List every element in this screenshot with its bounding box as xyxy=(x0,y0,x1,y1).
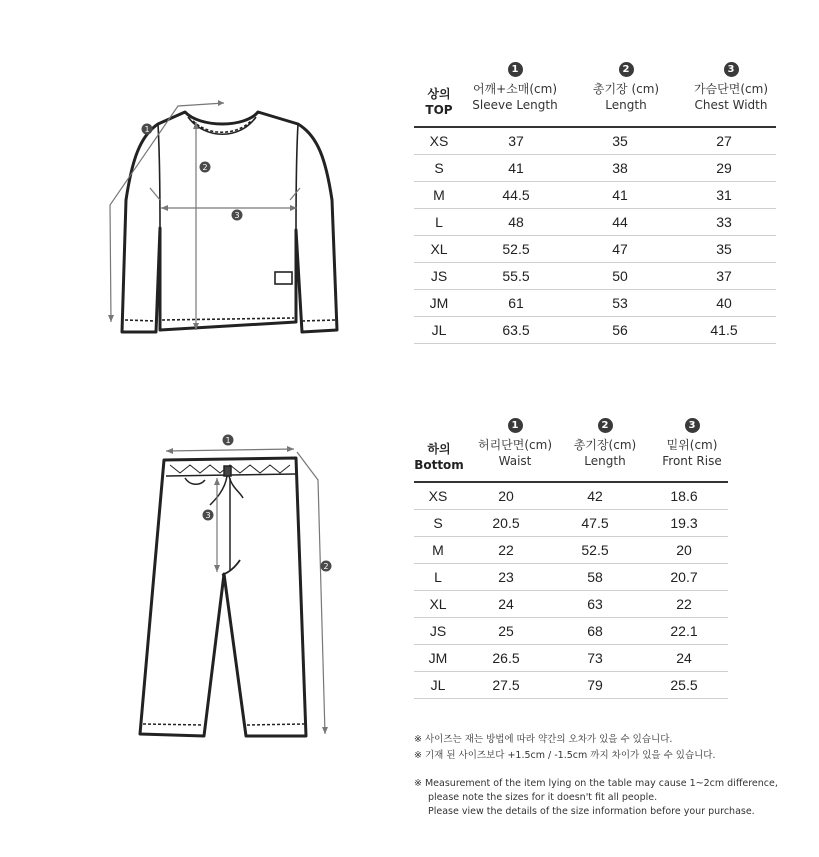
top-value-cell: 37 xyxy=(672,263,776,290)
size-notes xyxy=(414,733,778,819)
top-value-cell: 44.5 xyxy=(464,182,568,209)
top-garment-illustration xyxy=(100,95,345,345)
bottom-value-cell: 68 xyxy=(550,618,640,645)
bottom-value-cell: 19.3 xyxy=(640,510,728,537)
bottom-size-cell: XL xyxy=(414,591,462,618)
bottom-marker-2 xyxy=(321,561,332,572)
bottom-size-cell: JS xyxy=(414,618,462,645)
top-value-cell: 52.5 xyxy=(464,236,568,263)
svg-text:1: 1 xyxy=(144,125,150,134)
bottom-value-cell: 24 xyxy=(640,645,728,672)
note-en-3: Please view the details of the size information before your purchase. xyxy=(428,806,755,817)
top-col3-number-badge: 3 xyxy=(724,62,739,77)
top-row xyxy=(414,128,776,155)
bottom-value-cell: 63 xyxy=(550,591,640,618)
bottom-value-cell: 18.6 xyxy=(640,483,728,510)
top-marker-2 xyxy=(200,162,211,173)
bottom-value-cell: 24 xyxy=(462,591,550,618)
top-row xyxy=(414,182,776,209)
bottom-value-cell: 25 xyxy=(462,618,550,645)
top-value-cell: 55.5 xyxy=(464,263,568,290)
top-size-cell: XL xyxy=(414,236,464,263)
bottom-value-cell: 27.5 xyxy=(462,672,550,699)
bottom-value-cell: 47.5 xyxy=(550,510,640,537)
bottom-col3-kr: 밑위(cm) xyxy=(666,438,718,452)
top-value-cell: 27 xyxy=(672,128,776,155)
top-value-cell: 48 xyxy=(464,209,568,236)
bottom-value-cell: 23 xyxy=(462,564,550,591)
note-kr-1: ※ 사이즈는 재는 방법에 따라 약간의 오차가 있을 수 있습니다. xyxy=(414,734,673,745)
bottom-row xyxy=(414,510,728,537)
bottom-row xyxy=(414,645,728,672)
top-value-cell: 37 xyxy=(464,128,568,155)
top-col2-kr: 총기장 (cm) xyxy=(592,82,660,96)
bottom-value-cell: 22 xyxy=(640,591,728,618)
top-value-cell: 33 xyxy=(672,209,776,236)
bottom-marker-1 xyxy=(223,435,234,446)
top-value-cell: 63.5 xyxy=(464,317,568,344)
top-col3-en: Chest Width xyxy=(694,98,768,112)
svg-text:2: 2 xyxy=(202,163,208,172)
bottom-row xyxy=(414,618,728,645)
top-row xyxy=(414,209,776,236)
top-value-cell: 35 xyxy=(672,236,776,263)
top-value-cell: 40 xyxy=(672,290,776,317)
top-row xyxy=(414,236,776,263)
top-col1-number-badge: 1 xyxy=(508,62,523,77)
bottom-row xyxy=(414,564,728,591)
top-row xyxy=(414,155,776,182)
svg-text:3: 3 xyxy=(205,511,211,520)
top-value-cell: 29 xyxy=(672,155,776,182)
bottom-size-cell: JM xyxy=(414,645,462,672)
bottom-size-cell: M xyxy=(414,537,462,564)
top-value-cell: 53 xyxy=(568,290,672,317)
top-size-cell: M xyxy=(414,182,464,209)
bottom-row xyxy=(414,483,728,510)
top-value-cell: 44 xyxy=(568,209,672,236)
bottom-col2-en: Length xyxy=(584,454,626,468)
top-size-cell: JM xyxy=(414,290,464,317)
bottom-value-cell: 22.1 xyxy=(640,618,728,645)
bottom-value-cell: 20 xyxy=(462,483,550,510)
top-value-cell: 35 xyxy=(568,128,672,155)
bottom-row xyxy=(414,672,728,699)
top-column-2-header xyxy=(570,60,682,113)
bottom-marker-3 xyxy=(203,510,214,521)
top-value-cell: 31 xyxy=(672,182,776,209)
bottom-col2-number-badge: 2 xyxy=(598,418,613,433)
top-col1-en: Sleeve Length xyxy=(472,98,558,112)
top-value-cell: 38 xyxy=(568,155,672,182)
bottom-size-cell: JL xyxy=(414,672,462,699)
top-value-cell: 41 xyxy=(464,155,568,182)
bottom-value-cell: 20.5 xyxy=(462,510,550,537)
top-size-cell: XS xyxy=(414,128,464,155)
bottom-col1-number-badge: 1 xyxy=(508,418,523,433)
top-marker-1 xyxy=(142,124,153,135)
top-col2-en: Length xyxy=(605,98,647,112)
top-size-cell: S xyxy=(414,155,464,182)
bottom-size-cell: XS xyxy=(414,483,462,510)
bottom-garment-illustration xyxy=(130,430,340,750)
bottom-value-cell: 58 xyxy=(550,564,640,591)
top-size-cell: JL xyxy=(414,317,464,344)
bottom-value-cell: 20.7 xyxy=(640,564,728,591)
bottom-column-3-header xyxy=(636,416,748,469)
top-category-label xyxy=(414,86,464,118)
bottom-row xyxy=(414,591,728,618)
bottom-size-cell: S xyxy=(414,510,462,537)
top-value-cell: 47 xyxy=(568,236,672,263)
bottom-value-cell: 26.5 xyxy=(462,645,550,672)
top-row xyxy=(414,317,776,344)
bottom-category-en: Bottom xyxy=(414,458,464,472)
bottom-value-cell: 79 xyxy=(550,672,640,699)
top-row xyxy=(414,290,776,317)
top-size-cell: L xyxy=(414,209,464,236)
bottom-row xyxy=(414,537,728,564)
bottom-col1-en: Waist xyxy=(498,454,532,468)
note-en-2: please note the sizes for it doesn't fit all people. xyxy=(428,792,658,803)
top-value-cell: 41.5 xyxy=(672,317,776,344)
bottom-size-cell: L xyxy=(414,564,462,591)
top-col3-kr: 가슴단면(cm) xyxy=(693,82,769,96)
top-column-1-header xyxy=(459,60,571,113)
top-col2-number-badge: 2 xyxy=(619,62,634,77)
bottom-value-cell: 22 xyxy=(462,537,550,564)
top-col1-kr: 어깨+소매(cm) xyxy=(472,82,558,96)
top-value-cell: 61 xyxy=(464,290,568,317)
top-category-en: TOP xyxy=(425,103,453,117)
svg-text:2: 2 xyxy=(323,562,329,571)
bottom-value-cell: 42 xyxy=(550,483,640,510)
bottom-value-cell: 73 xyxy=(550,645,640,672)
note-en-1: ※ Measurement of the item lying on the table may cause 1~2cm difference, xyxy=(414,778,778,789)
top-size-table xyxy=(414,128,776,344)
bottom-col3-en: Front Rise xyxy=(662,454,722,468)
top-value-cell: 56 xyxy=(568,317,672,344)
bottom-value-cell: 52.5 xyxy=(550,537,640,564)
bottom-col2-kr: 총기장(cm) xyxy=(573,438,637,452)
top-value-cell: 50 xyxy=(568,263,672,290)
bottom-value-cell: 25.5 xyxy=(640,672,728,699)
top-column-3-header xyxy=(675,60,787,113)
svg-text:1: 1 xyxy=(225,436,231,445)
top-size-cell: JS xyxy=(414,263,464,290)
top-value-cell: 41 xyxy=(568,182,672,209)
bottom-category-kr: 하의 xyxy=(427,442,451,456)
svg-text:3: 3 xyxy=(234,211,240,220)
bottom-col3-number-badge: 3 xyxy=(685,418,700,433)
note-kr-2: ※ 기재 된 사이즈보다 +1.5cm / -1.5cm 까지 차이가 있을 수 있습니다. xyxy=(414,750,716,761)
bottom-col1-kr: 허리단면(cm) xyxy=(477,438,553,452)
top-category-kr: 상의 xyxy=(427,87,451,101)
bottom-size-table xyxy=(414,483,728,699)
bottom-value-cell: 20 xyxy=(640,537,728,564)
top-marker-3 xyxy=(232,210,243,221)
top-row xyxy=(414,263,776,290)
